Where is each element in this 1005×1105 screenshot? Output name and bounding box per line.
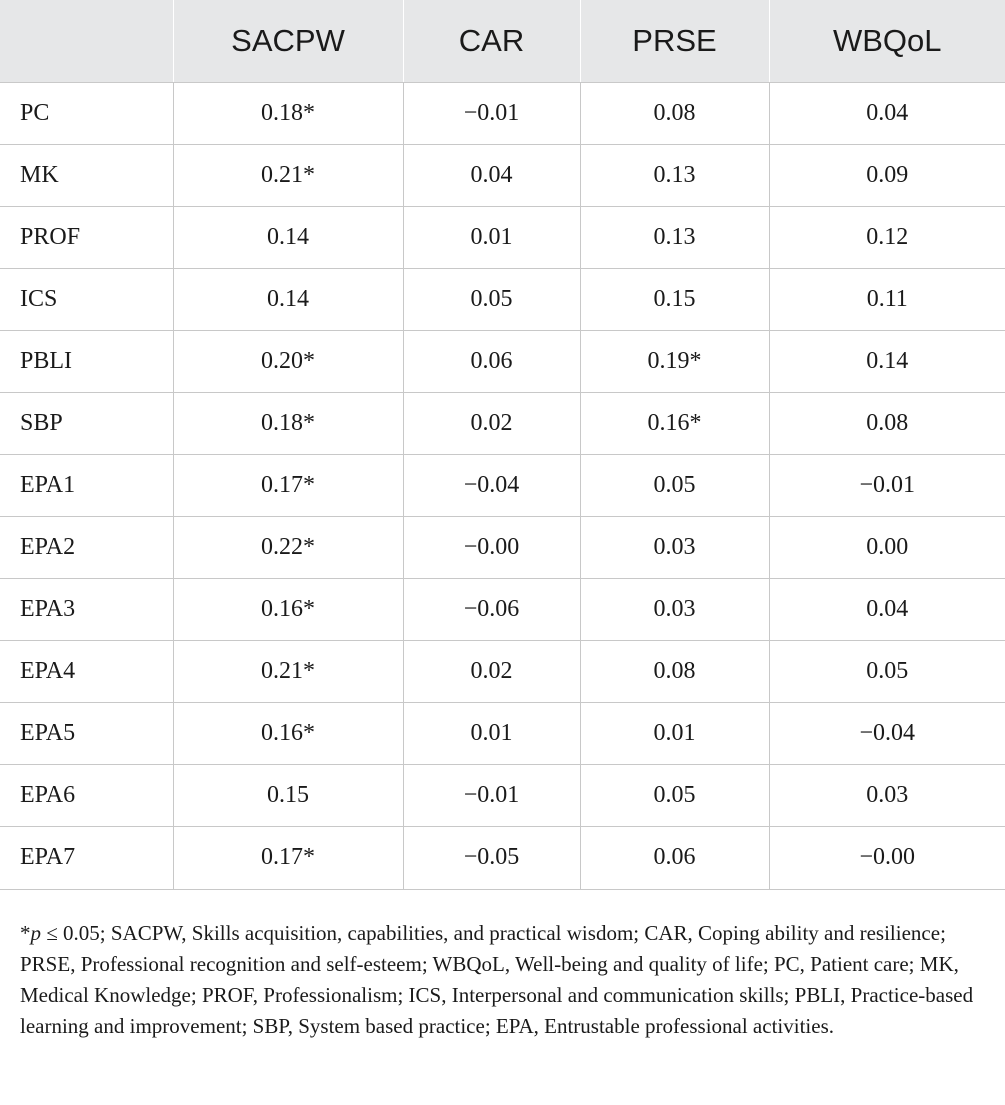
cell-prse: 0.05 [580, 764, 769, 826]
cell-sacpw: 0.17* [173, 826, 403, 889]
table-row [0, 578, 1005, 640]
row-label: EPA1 [0, 454, 173, 516]
table-row [0, 268, 1005, 330]
footnote-p-symbol: p [30, 921, 41, 945]
cell-car: −0.06 [403, 578, 580, 640]
row-label: MK [0, 144, 173, 206]
header-cell-sacpw: SACPW [173, 0, 403, 82]
cell-prse: 0.15 [580, 268, 769, 330]
cell-sacpw: 0.21* [173, 144, 403, 206]
cell-wbqol: 0.00 [769, 516, 1005, 578]
cell-wbqol: 0.09 [769, 144, 1005, 206]
cell-wbqol: 0.08 [769, 392, 1005, 454]
row-label: PC [0, 82, 173, 144]
cell-wbqol: 0.14 [769, 330, 1005, 392]
cell-prse: 0.19* [580, 330, 769, 392]
header-cell-prse: PRSE [580, 0, 769, 82]
cell-wbqol: 0.05 [769, 640, 1005, 702]
cell-sacpw: 0.17* [173, 454, 403, 516]
cell-wbqol: 0.03 [769, 764, 1005, 826]
cell-sacpw: 0.16* [173, 702, 403, 764]
header-row [0, 0, 1005, 82]
table-row [0, 702, 1005, 764]
cell-prse: 0.16* [580, 392, 769, 454]
table-row [0, 764, 1005, 826]
table-row [0, 82, 1005, 144]
table-row [0, 640, 1005, 702]
cell-car: 0.04 [403, 144, 580, 206]
table-row [0, 330, 1005, 392]
cell-wbqol: 0.04 [769, 82, 1005, 144]
cell-prse: 0.03 [580, 516, 769, 578]
cell-car: −0.01 [403, 764, 580, 826]
header-cell-empty [0, 0, 173, 82]
cell-wbqol: −0.00 [769, 826, 1005, 889]
header-cell-wbqol: WBQoL [769, 0, 1005, 82]
table-footnote [20, 918, 1005, 1042]
row-label: EPA4 [0, 640, 173, 702]
row-label: EPA6 [0, 764, 173, 826]
cell-car: −0.05 [403, 826, 580, 889]
cell-prse: 0.08 [580, 640, 769, 702]
cell-wbqol: 0.11 [769, 268, 1005, 330]
table-row [0, 826, 1005, 889]
row-label: EPA2 [0, 516, 173, 578]
cell-car: −0.00 [403, 516, 580, 578]
row-label: SBP [0, 392, 173, 454]
table-row [0, 516, 1005, 578]
table-row [0, 392, 1005, 454]
row-label: EPA5 [0, 702, 173, 764]
cell-sacpw: 0.16* [173, 578, 403, 640]
row-label: ICS [0, 268, 173, 330]
cell-car: −0.04 [403, 454, 580, 516]
cell-sacpw: 0.15 [173, 764, 403, 826]
cell-prse: 0.13 [580, 144, 769, 206]
table-header [0, 0, 1005, 82]
row-label: PBLI [0, 330, 173, 392]
table-body [0, 82, 1005, 889]
cell-wbqol: −0.04 [769, 702, 1005, 764]
table-row [0, 454, 1005, 516]
cell-prse: 0.08 [580, 82, 769, 144]
cell-sacpw: 0.20* [173, 330, 403, 392]
cell-car: 0.01 [403, 702, 580, 764]
footnote-star: * [20, 921, 31, 945]
cell-car: 0.01 [403, 206, 580, 268]
footnote-text: ≤ 0.05; SACPW, Skills acquisition, capabilities, and practical wisdom; CAR, Coping ability and resilience; PRSE, Professional recognition and self-esteem; WBQoL, Well-being and quality of life; PC, Patient care; MK, Medical Knowledge; PROF, Professionalism; ICS, Interpersonal and communication skills; PBLI, Practice-based learning and improvement; SBP, System based practice; EPA, Entrustable professional activities. [20, 921, 974, 1038]
cell-car: −0.01 [403, 82, 580, 144]
cell-prse: 0.05 [580, 454, 769, 516]
cell-car: 0.02 [403, 392, 580, 454]
row-label: PROF [0, 206, 173, 268]
table-row [0, 144, 1005, 206]
cell-sacpw: 0.21* [173, 640, 403, 702]
cell-sacpw: 0.18* [173, 392, 403, 454]
cell-prse: 0.03 [580, 578, 769, 640]
cell-car: 0.05 [403, 268, 580, 330]
row-label: EPA7 [0, 826, 173, 889]
cell-sacpw: 0.22* [173, 516, 403, 578]
cell-wbqol: 0.12 [769, 206, 1005, 268]
cell-wbqol: −0.01 [769, 454, 1005, 516]
table-row [0, 206, 1005, 268]
cell-prse: 0.01 [580, 702, 769, 764]
cell-car: 0.02 [403, 640, 580, 702]
header-cell-car: CAR [403, 0, 580, 82]
cell-sacpw: 0.14 [173, 206, 403, 268]
cell-sacpw: 0.18* [173, 82, 403, 144]
cell-car: 0.06 [403, 330, 580, 392]
cell-prse: 0.06 [580, 826, 769, 889]
row-label: EPA3 [0, 578, 173, 640]
cell-wbqol: 0.04 [769, 578, 1005, 640]
cell-prse: 0.13 [580, 206, 769, 268]
cell-sacpw: 0.14 [173, 268, 403, 330]
